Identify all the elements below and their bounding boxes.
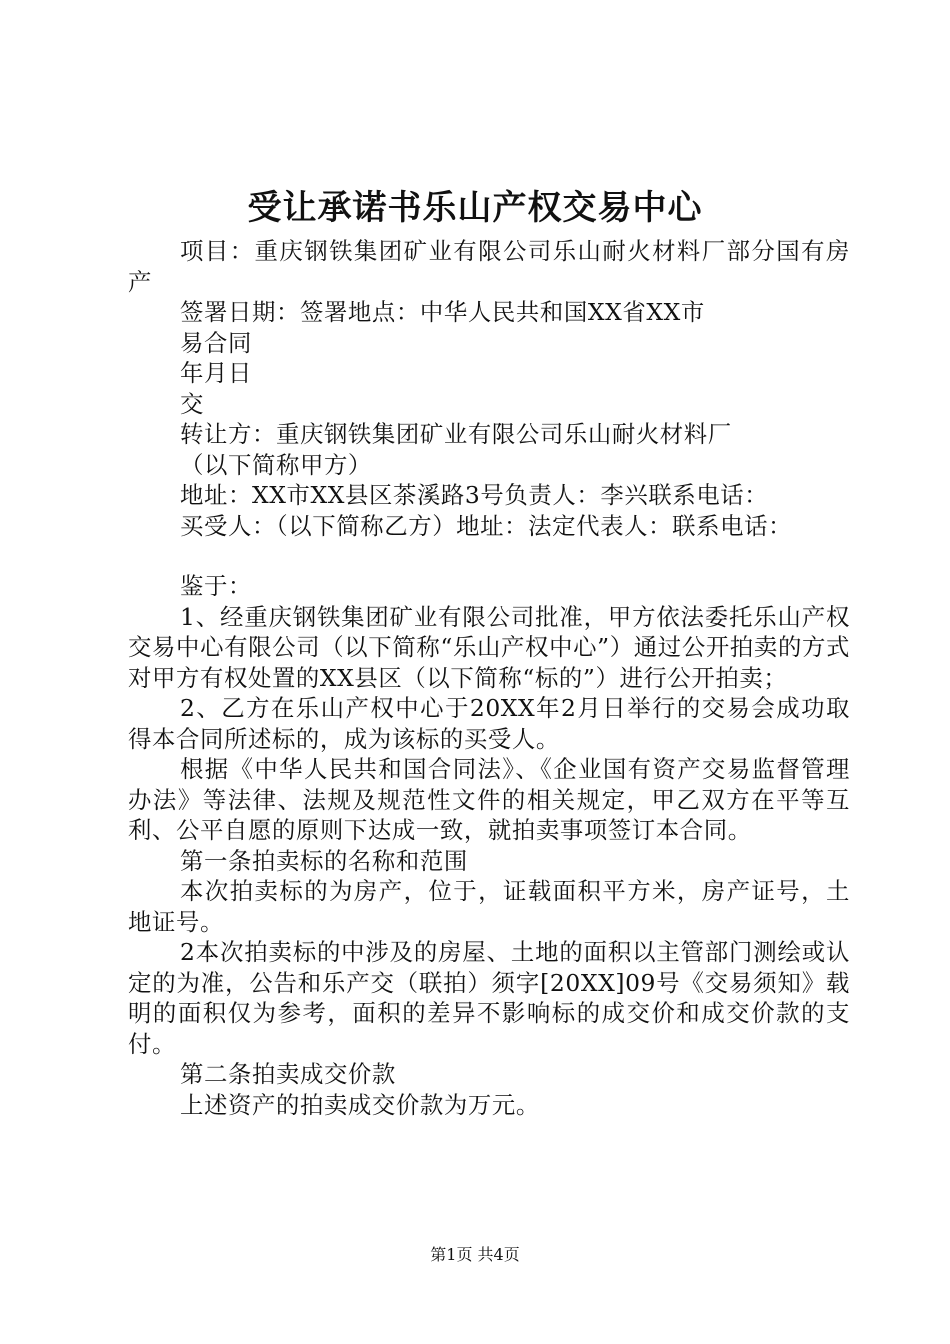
transferor-line: 转让方：重庆钢铁集团矿业有限公司乐山耐火材料厂 — [180, 420, 732, 448]
article-heading: 第一条拍卖标的名称和范围 — [180, 846, 468, 875]
article-heading: 第二条拍卖成交价款 — [180, 1060, 396, 1088]
document-body — [128, 236, 850, 1120]
signing-line: 签署日期：签署地点：中华人民共和国XX省XX市 — [180, 298, 705, 326]
article-paragraph: 2本次拍卖标的中涉及的房屋、土地的面积以主管部门测绘或认定的为准，公告和乐产交（联拍）须字[20XX]09号《交易须知》载明的面积仅为参考，面积的差异不影响标的成交价和成交价款的支付。 — [128, 938, 850, 1058]
project-line: 项目：重庆钢铁集团矿业有限公司乐山耐火材料厂部分国有房产 — [128, 237, 850, 296]
transferor-alias: （以下简称甲方） — [180, 450, 372, 479]
page-footer: 第1页 共4页 — [430, 1245, 520, 1264]
legal-basis-paragraph: 根据《中华人民共和国合同法》、《企业国有资产交易监督管理办法》等法律、法规及规范性文件的相关规定，甲乙双方在平等互利、公平自愿的原则下达成一致，就拍卖事项签订本合同。 — [128, 755, 850, 844]
document-title: 受让承诺书乐山产权交易中心 — [247, 188, 703, 228]
whereas-clause: 1、经重庆钢铁集团矿业有限公司批准，甲方依法委托乐山产权交易中心有限公司（以下简称“乐山产权中心”）通过公开拍卖的方式对甲方有权处置的XX县区（以下简称“标的”）进行公开拍卖； — [128, 602, 850, 692]
whereas-clause: 2、乙方在乐山产权中心于20XX年2月日举行的交易会成功取得本合同所述标的，成为该标的买受人。 — [128, 694, 850, 753]
date-line: 年月日 — [180, 359, 252, 387]
article-paragraph: 本次拍卖标的为房产，位于，证载面积平方米，房产证号，土地证号。 — [128, 877, 850, 936]
fragment-line: 交 — [180, 389, 204, 418]
article-paragraph: 上述资产的拍卖成交价款为万元。 — [180, 1090, 540, 1119]
whereas-heading: 鉴于： — [180, 572, 252, 600]
address-line: 地址：XX市XX县区茶溪路3号负责人：李兴联系电话： — [180, 481, 769, 509]
buyer-line: 买受人：（以下简称乙方）地址：法定代表人：联系电话： — [180, 511, 793, 540]
fragment-line: 易合同 — [180, 328, 252, 357]
